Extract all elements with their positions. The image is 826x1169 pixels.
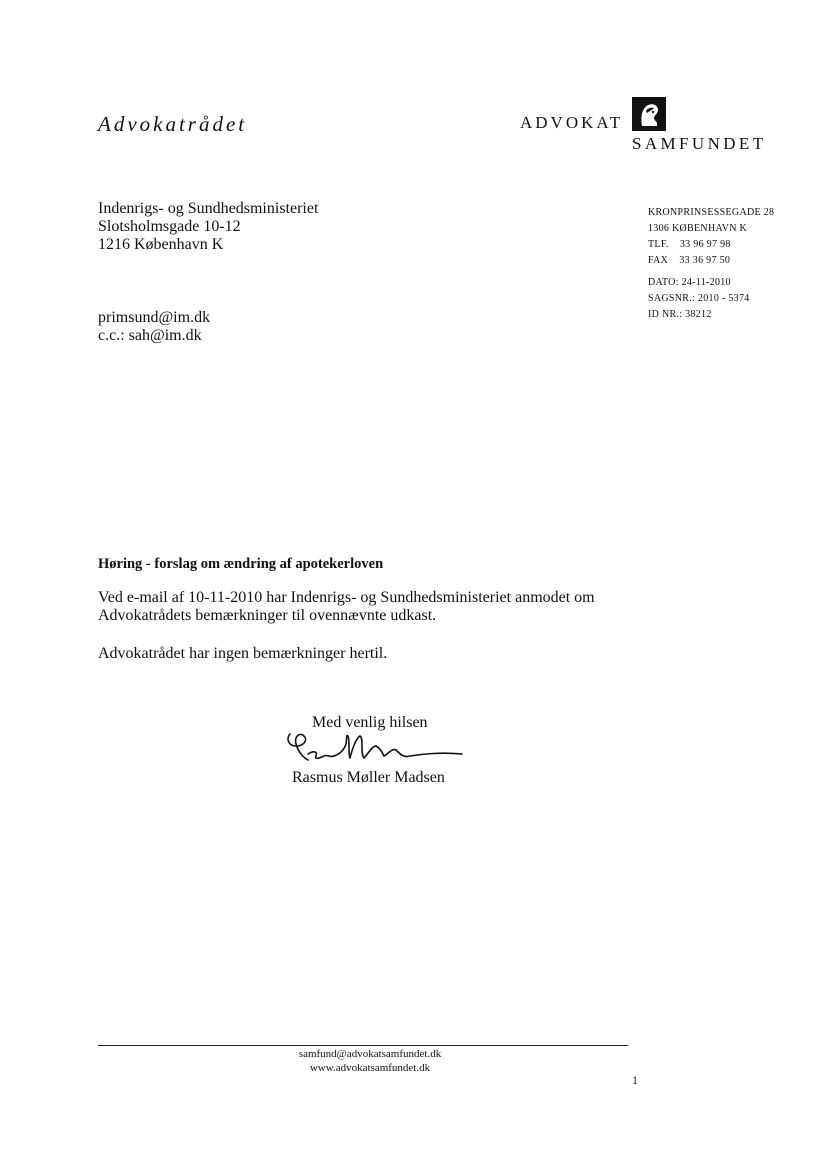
- letter-subject: Høring - forslag om ændring af apotekerloven: [98, 556, 384, 572]
- recipient-email-block: [98, 309, 210, 345]
- logo-emblem-icon: [632, 97, 666, 131]
- letter-date: DATO: 24-11-2010: [648, 277, 731, 288]
- sender-street: KRONPRINSESSEGADE 28: [648, 207, 775, 218]
- case-number: SAGSNR.: 2010 - 5374: [648, 293, 750, 304]
- footer-email: samfund@advokatsamfundet.dk: [298, 1048, 442, 1060]
- letter-body: [98, 589, 638, 683]
- sender-fax: FAX 33 36 97 50: [648, 255, 731, 266]
- handwritten-signature: [284, 724, 464, 774]
- sender-city: 1306 KØBENHAVN K: [648, 223, 748, 234]
- body-paragraph: Advokatrådet har ingen bemærkninger hertil.: [98, 645, 388, 662]
- footer-website: www.advokatsamfundet.dk: [309, 1062, 431, 1074]
- signer-name: Rasmus Møller Madsen: [292, 769, 445, 786]
- logo-text-advokat: ADVOKAT: [520, 113, 624, 132]
- footer-divider: [98, 1045, 628, 1046]
- body-paragraph: Ved e-mail af 10-11-2010 har Indenrigs- og Sundhedsministeriet anmodet om Advokatrådets bemærkninger til ovennævnte udkast.: [98, 589, 595, 624]
- page-number: 1: [632, 1073, 638, 1087]
- recipient-email: primsund@im.dk: [98, 309, 211, 326]
- logo-text-samfundet: SAMFUNDET: [632, 134, 767, 153]
- sender-phone: TLF. 33 96 97 98: [648, 239, 731, 250]
- council-name: Advokatrådet: [98, 112, 248, 136]
- id-number: ID NR.: 38212: [648, 309, 712, 320]
- recipient-address: [98, 200, 318, 254]
- closing-greeting: Med venlig hilsen: [312, 714, 428, 731]
- recipient-line: 1216 København K: [98, 236, 224, 253]
- recipient-line: Indenrigs- og Sundhedsministeriet: [98, 200, 319, 217]
- footer-contact: [250, 1047, 490, 1075]
- recipient-line: Slotsholmsgade 10-12: [98, 218, 241, 235]
- recipient-cc: c.c.: sah@im.dk: [98, 327, 202, 344]
- sender-info: [648, 205, 774, 323]
